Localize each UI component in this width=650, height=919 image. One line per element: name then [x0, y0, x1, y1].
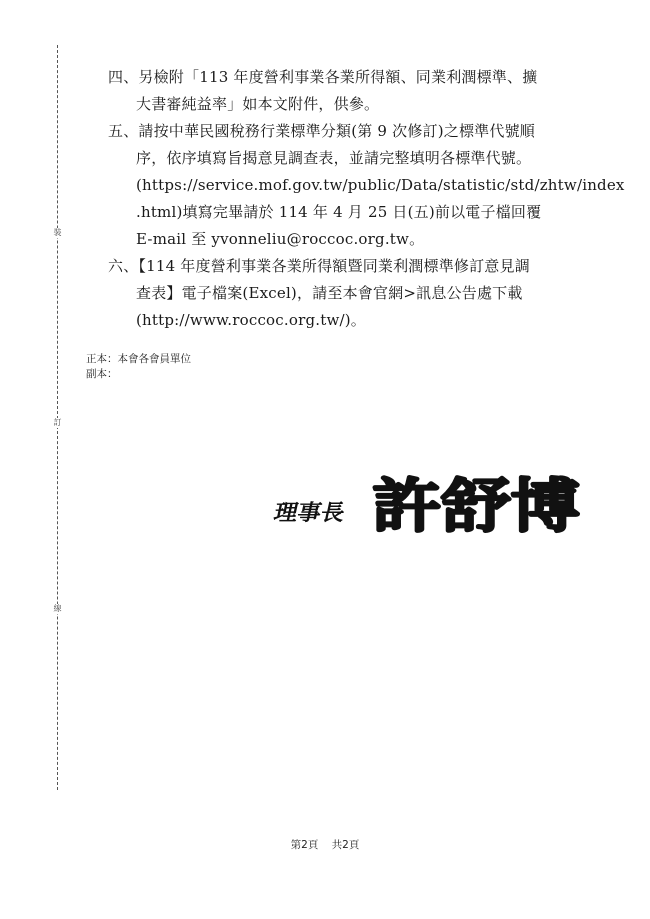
binding-char-zhuang: 裝 [53, 228, 62, 237]
item-five-line-1: 五、請按中華民國稅務行業標準分類(第 9 次修訂)之標準代號順 [108, 122, 535, 140]
item-four [100, 64, 590, 118]
footer-total-pages: 共2頁 [331, 839, 360, 851]
signature-title: 理事長 [271, 500, 344, 526]
item-six-line-2: 查表】電子檔案(Excel)，請至本會官網>訊息公告處下載 [136, 284, 523, 302]
item-five-line-3: (https://service.mof.gov.tw/public/Data/statistic/std/zhtw/index [136, 176, 625, 194]
document-items [100, 64, 625, 334]
signature-name: 許舒博 [372, 472, 580, 540]
distribution-main: 正本：本會各會員單位 [86, 353, 191, 365]
item-five-line-4: .html)填寫完畢請於 114 年 4 月 25 日(五)前以電子檔回覆 [136, 203, 542, 221]
item-four-line-1: 四、另檢附「113 年度營利事業各業所得額、同業利潤標準、擴 [108, 68, 538, 86]
item-six-line-1: 六、【114 年度營利事業各業所得額暨同業利潤標準修訂意見調 [108, 257, 530, 275]
item-five [100, 118, 625, 253]
binding-char-ding: 訂 [53, 418, 62, 427]
footer-page-number: 第2頁 [290, 839, 319, 851]
item-five-line-2: 序，依序填寫旨揭意見調查表，並請完整填明各標準代號。 [136, 149, 532, 167]
distribution-copy: 副本： [86, 368, 118, 380]
chairman-signature [271, 468, 585, 540]
binding-char-xian: 線 [53, 604, 62, 613]
item-four-line-2: 大書審純益率」如本文附件，供參。 [136, 95, 380, 113]
brush-signature-graphic [271, 468, 585, 540]
distribution-list [86, 352, 191, 382]
item-five-line-5: E-mail 至 yvonneliu@roccoc.org.tw。 [136, 230, 425, 248]
item-six [100, 253, 590, 334]
item-six-line-3: (http://www.roccoc.org.tw/)。 [136, 311, 366, 329]
page-footer [0, 837, 650, 852]
